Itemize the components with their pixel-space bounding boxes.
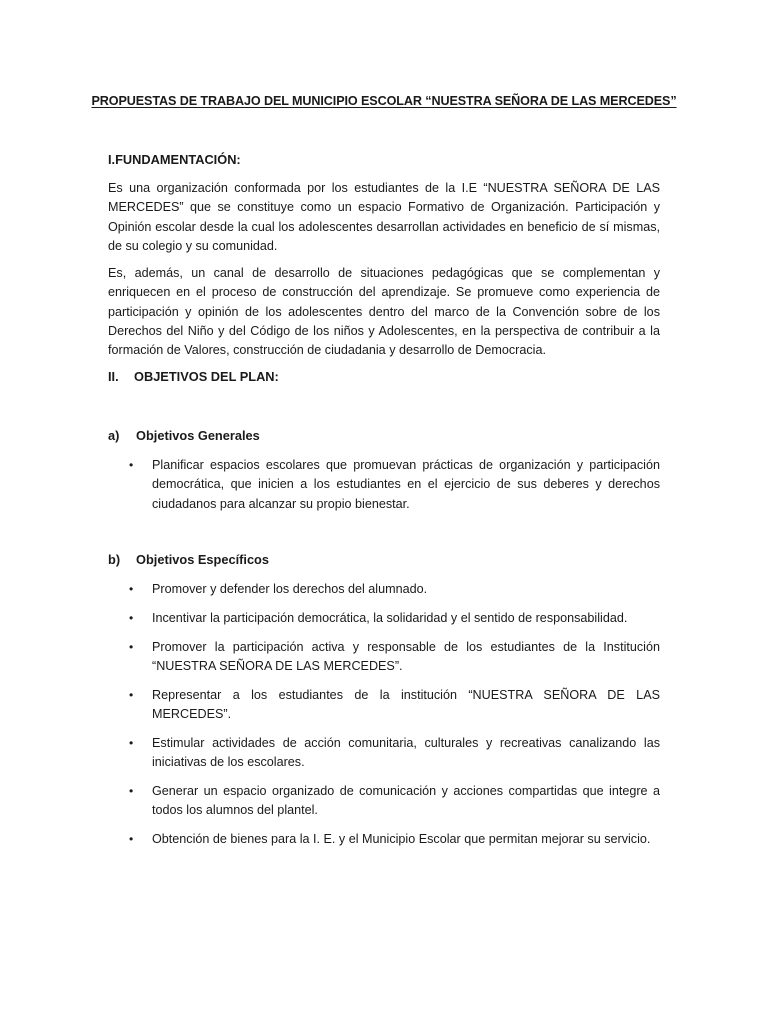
subheading-label: Objetivos Generales xyxy=(136,428,260,443)
section-heading-fundamentacion: I.FUNDAMENTACIÓN: xyxy=(108,152,241,167)
specific-objectives-list xyxy=(108,580,660,859)
subheading-objetivos-especificos xyxy=(108,552,269,567)
list-item xyxy=(108,686,660,725)
list-item-text: Promover la participación activa y responsable de los estudiantes de la Institución “NUESTRA SEÑORA DE LAS MERCEDES”. xyxy=(152,639,660,673)
list-item xyxy=(108,782,660,821)
list-item-text: Representar a los estudiantes de la institución “NUESTRA SEÑORA DE LAS MERCEDES”. xyxy=(152,687,660,721)
list-item xyxy=(108,734,660,773)
list-item-text: Promover y defender los derechos del alumnado. xyxy=(152,582,428,596)
bullet-icon: • xyxy=(129,639,134,654)
list-item-text: Estimular actividades de acción comunitaria, culturales y recreativas canalizando las iniciativas de los escolares. xyxy=(152,735,660,770)
subheading-label: Objetivos Específicos xyxy=(136,552,269,567)
list-item-text: Incentivar la participación democrática, la solidaridad y el sentido de responsabilidad. xyxy=(152,610,628,625)
list-item xyxy=(108,830,660,849)
list-item-text: Planificar espacios escolares que promuevan prácticas de organización y participación democrática, que inicien a los estudiantes en el ejercicio de sus deberes y derechos ciudadanos para alcanzar su propio bienestar. xyxy=(152,458,660,511)
subheading-letter: b) xyxy=(108,552,121,567)
paragraph-fundamentacion-1: Es una organización conformada por los estudiantes de la I.E “NUESTRA SEÑORA DE LAS MERCEDES” que se constituye como un espacio Formativo de Organización. Participación y Opinión escolar desde la cual los adolescentes desarrollan actividades en beneficio de sí mismas, de su colegio y su comunidad. xyxy=(108,181,660,253)
section-heading-objetivos xyxy=(108,369,279,384)
bullet-icon: • xyxy=(129,610,134,625)
section-number: II. xyxy=(108,369,119,384)
list-item xyxy=(108,638,660,677)
bullet-icon: • xyxy=(129,582,134,596)
list-item-text: Generar un espacio organizado de comunicación y acciones compartidas que integre a todos los alumnos del plantel. xyxy=(152,783,660,818)
document-title: PROPUESTAS DE TRABAJO DEL MUNICIPIO ESCOLAR “NUESTRA SEÑORA DE LAS MERCEDES” xyxy=(91,94,677,108)
bullet-icon: • xyxy=(129,735,134,750)
bullet-icon: • xyxy=(129,687,134,702)
bullet-icon: • xyxy=(129,458,134,472)
paragraph-fundamentacion-2: Es, además, un canal de desarrollo de situaciones pedagógicas que se complementan y enriquecen en el proceso de construcción del aprendizaje. Se promueve como experiencia de participación y opinión de los adolescentes dentro del marco de la Convención sobre de los Derechos del Niño y del Código de los niños y Adolescentes, en la perspectiva de contribuir a la formación de Valores, construcción de ciudadania y desarrollo de Democracia. xyxy=(108,266,660,358)
list-item xyxy=(108,609,660,628)
general-objectives-list xyxy=(108,456,660,514)
bullet-icon: • xyxy=(129,783,134,798)
bullet-icon: • xyxy=(129,831,134,846)
section-heading-label: OBJETIVOS DEL PLAN: xyxy=(134,369,279,384)
subheading-letter: a) xyxy=(108,428,120,443)
list-item xyxy=(108,580,660,599)
subheading-objetivos-generales xyxy=(108,428,260,443)
list-item-text: Obtención de bienes para la I. E. y el Municipio Escolar que permitan mejorar su servicio. xyxy=(152,831,651,846)
list-item xyxy=(108,456,660,514)
